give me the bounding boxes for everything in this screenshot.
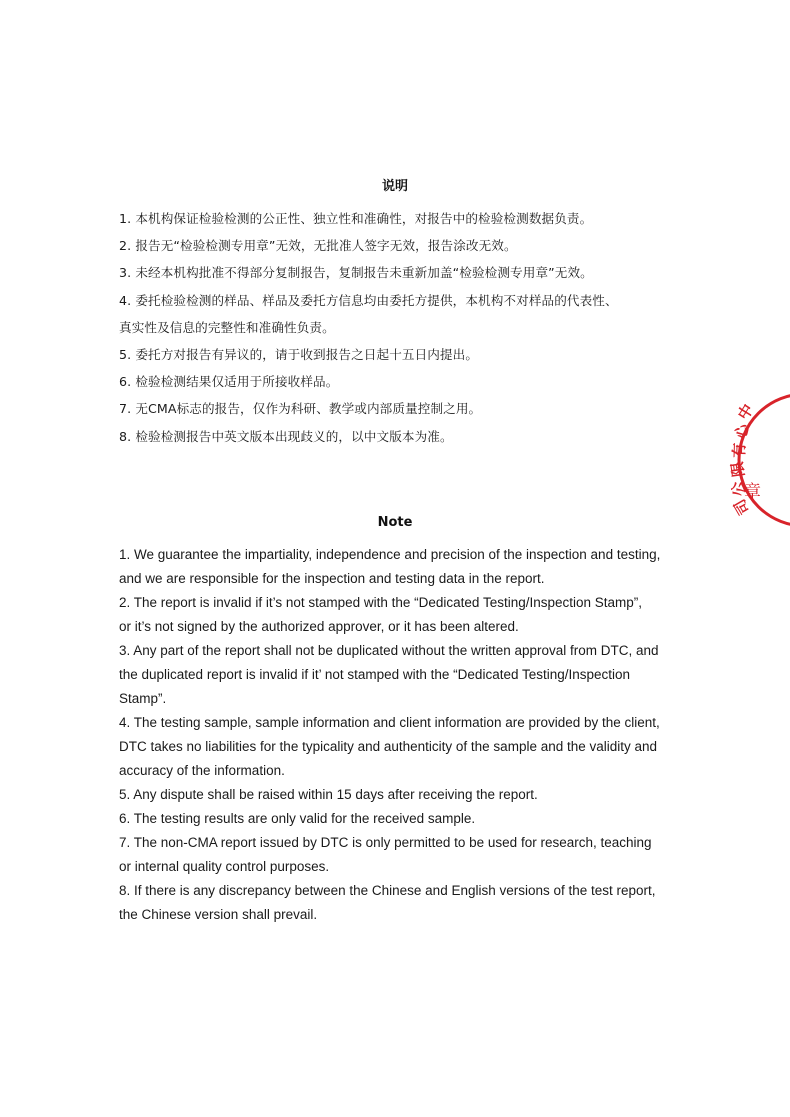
svg-text:限: 限 [728, 460, 748, 478]
svg-text:有: 有 [730, 442, 749, 459]
english-note-line: 3. Any part of the report shall not be duplicated without the written approval from DTC, and [119, 643, 659, 658]
chinese-note-line: 5. 委托方对报告有异议的，请于收到报告之日起十五日内提出。 [119, 347, 479, 363]
english-note-line: and we are responsible for the inspection and testing data in the report. [119, 571, 545, 586]
english-note-line: or internal quality control purposes. [119, 859, 330, 874]
chinese-note-line: 6. 检验检测结果仅适用于所接收样品。 [119, 374, 339, 390]
chinese-note-line: 2. 报告无“检验检测专用章”无效，无批准人签字无效，报告涂改无效。 [119, 238, 517, 254]
red-seal-stamp-icon [727, 385, 790, 545]
svg-text:公: 公 [727, 478, 750, 499]
english-note-line: 6. The testing results are only valid for the received sample. [119, 811, 476, 826]
chinese-note-line: 3. 未经本机构批准不得部分复制报告，复制报告未重新加盖“检验检测专用章”无效。 [119, 265, 593, 281]
chinese-note-line: 8. 检验检测报告中英文版本出现歧义的，以中文版本为准。 [119, 428, 453, 444]
chinese-note-line: 1. 本机构保证检验检测的公正性、独立性和准确性，对报告中的检验检测数据负责。 [119, 211, 593, 226]
chinese-note-line: 7. 无CMA标志的报告，仅作为科研、教学或内部质量控制之用。 [119, 401, 482, 417]
english-note-line: 8. If there is any discrepancy between the Chinese and English versions of the test report, [119, 883, 656, 898]
english-note-line: DTC takes no liabilities for the typicality and authenticity of the sample and the validity and [119, 739, 658, 754]
svg-text:司: 司 [730, 495, 754, 518]
chinese-note-line: 真实性及信息的完整性和准确性负责。 [119, 319, 335, 335]
english-note-line: 7. The non-CMA report issued by DTC is only permitted to be used for research, teaching [119, 835, 652, 850]
chinese-section-title: 说明 [381, 179, 408, 194]
english-section-title: Note [377, 515, 413, 530]
english-note-line: Stamp”. [119, 691, 167, 706]
english-note-line: 4. The testing sample, sample information and client information are provided by the client, [119, 715, 660, 730]
english-notes-list [119, 543, 689, 927]
svg-text:心: 心 [731, 421, 753, 442]
english-note-line: 2. The report is invalid if it’s not stamped with the “Dedicated Testing/Inspection Stamp”, [119, 595, 643, 610]
english-note-line: the duplicated report is invalid if it’ not stamped with the “Dedicated Testing/Inspection [119, 667, 631, 682]
english-note-line: accuracy of the information. [119, 763, 285, 778]
chinese-note-line: 4. 委托检验检测的样品、样品及委托方信息均由委托方提供，本机构不对样品的代表性、 [119, 292, 618, 308]
english-note-line: 1. We guarantee the impartiality, independence and precision of the inspection and testing, [119, 547, 661, 562]
chinese-notes-list [119, 205, 679, 450]
english-note-line: the Chinese version shall prevail. [119, 907, 318, 922]
svg-text:中: 中 [734, 400, 758, 424]
svg-text:章: 章 [744, 482, 761, 502]
english-note-line: or it’s not signed by the authorized approver, or it has been altered. [119, 619, 519, 634]
english-note-line: 5. Any dispute shall be raised within 15 days after receiving the report. [119, 787, 538, 802]
